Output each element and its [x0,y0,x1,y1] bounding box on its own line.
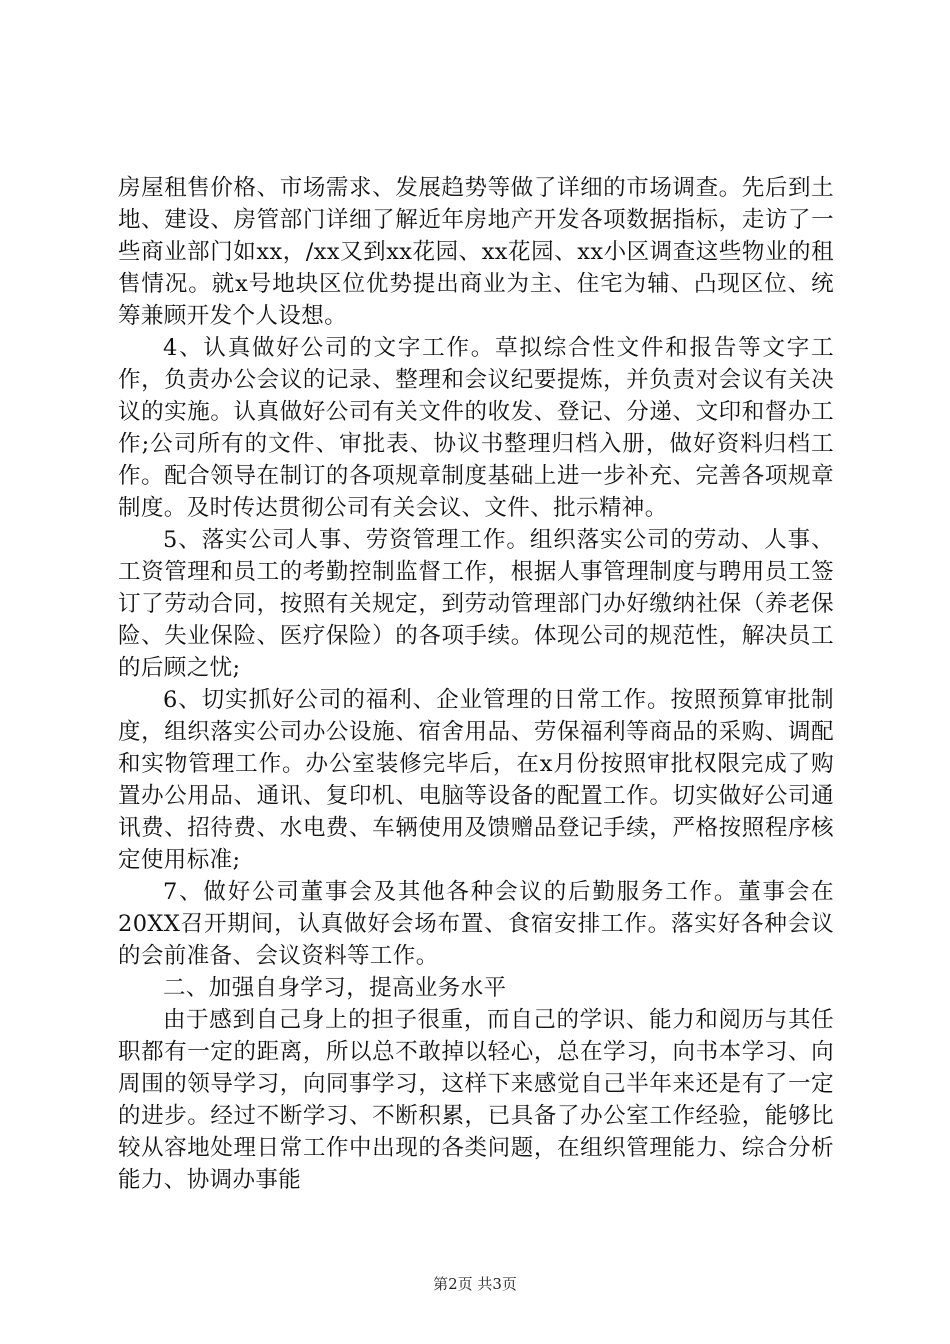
paragraph-self-study: 由于感到自己身上的担子很重，而自己的学识、能力和阅历与其任职都有一定的距离，所以总不敢掉以轻心，总在学习，向书本学习、向周围的领导学习，向同事学习，这样下来感觉自己半年来还是有了一定的进步。经过不断学习、不断积累，已具备了办公室工作经验，能够比较从容地处理日常工作中出现的各类问题，在组织管理能力、综合分析能力、协调办事能 [118,1007,834,1193]
paragraph-item-5: 5、落实公司人事、劳资管理工作。组织落实公司的劳动、人事、工资管理和员工的考勤控制监督工作，根据人事管理制度与聘用员工签订了劳动合同，按照有关规定，到劳动管理部门办好缴纳社保（养老保险、失业保险、医疗保险）的各项手续。体现公司的规范性，解决员工的后顾之忧; [118,527,834,681]
paragraph-market-survey: 房屋租售价格、市场需求、发展趋势等做了详细的市场调查。先后到土地、建设、房管部门详细了解近年房地产开发各项数据指标，走访了一些商业部门如xx，/xx又到xx花园、xx花园、xx小区调查这些物业的租售情况。就x号地块区位优势提出商业为主、住宅为辅、凸现区位、统筹兼顾开发个人设想。 [118,175,834,329]
paragraph-item-4: 4、认真做好公司的文字工作。草拟综合性文件和报告等文字工作，负责办公会议的记录、整理和会议纪要提炼，并负责对会议有关决议的实施。认真做好公司有关文件的收发、登记、分递、文印和督办工作;公司所有的文件、审批表、协议书整理归档入册，做好资料归档工作。配合领导在制订的各项规章制度基础上进一步补充、完善各项规章制度。及时传达贯彻公司有关会议、文件、批示精神。 [118,335,834,521]
page-footer: 第2页 共3页 [433,1275,517,1293]
paragraph-item-6: 6、切实抓好公司的福利、企业管理的日常工作。按照预算审批制度，组织落实公司办公设施、宿舍用品、劳保福利等商品的采购、调配和实物管理工作。办公室装修完毕后，在x月份按照审批权限完成了购置办公用品、通讯、复印机、电脑等设备的配置工作。切实做好公司通讯费、招待费、水电费、车辆使用及馈赠品登记手续，严格按照程序核定使用标准; [118,687,834,873]
document-body [118,172,834,1196]
paragraph-item-7: 7、做好公司董事会及其他各种会议的后勤服务工作。董事会在20XX召开期间，认真做好会场布置、食宿安排工作。落实好各种会议的会前准备、会议资料等工作。 [118,879,834,969]
section-heading-2: 二、加强自身学习，提高业务水平 [163,975,507,1001]
